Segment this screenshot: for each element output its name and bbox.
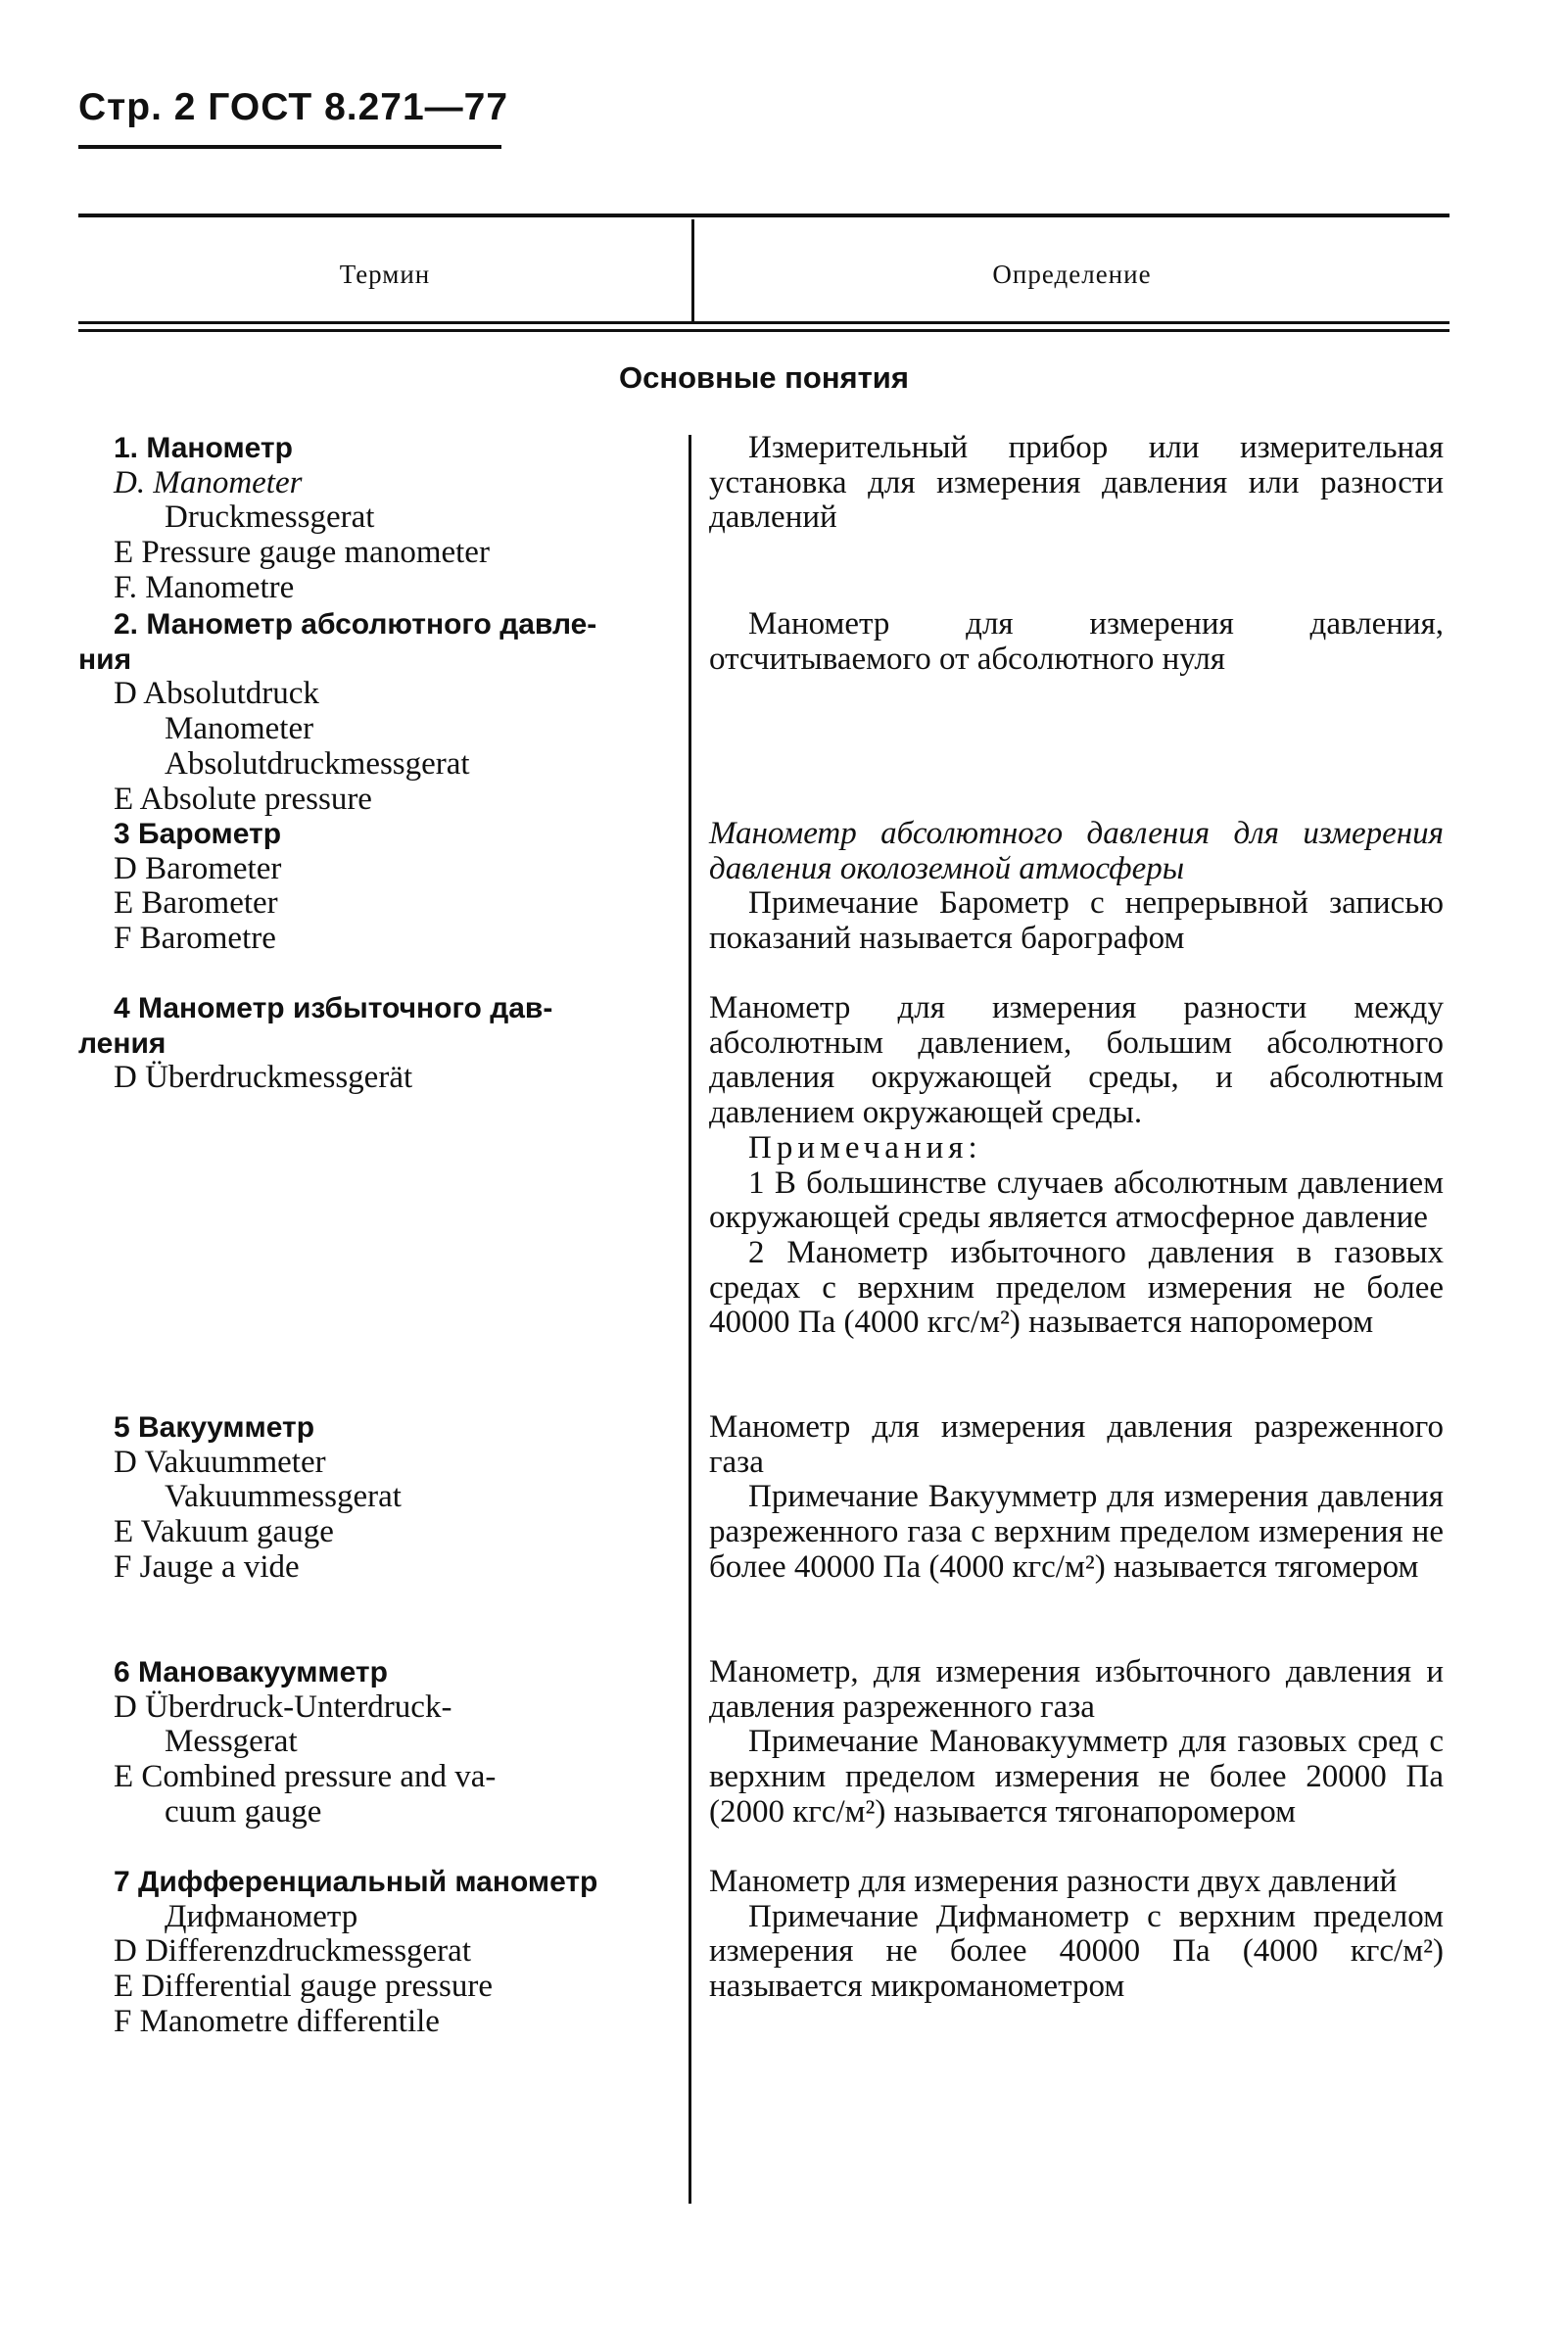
definition-note: Примечание Дифманометр с верхним пределом измерения не более 40000 Па (4000 кгс/м²) называется микроманометром	[709, 1898, 1444, 2005]
definition-entry-1	[709, 431, 1444, 536]
definition-note: Примечание Мановакуумметр для газовых сред с верхним пределом измерения не более 20000 Па (2000 кгс/м²) называется тягонапоромером	[709, 1724, 1444, 1830]
term-de: D. Manometer	[114, 464, 303, 500]
column-divider-body	[689, 435, 691, 2204]
term-name: ления	[78, 1026, 166, 1060]
term-fr: F Jauge a vide	[114, 1548, 300, 1585]
term-de: D Barometer	[114, 850, 282, 886]
term-de: D Absolutdruck	[114, 676, 319, 712]
definition-text: Манометр для измерения разности между абсолютным давлением, большим абсолютного давления окружающей среды, и абсолютным давлением окружающей среды.	[709, 990, 1444, 1131]
definition-note: 1 В большинстве случаев абсолютным давлением окружающей среды является атмосферное давление	[709, 1165, 1444, 1236]
term-en: E Combined pressure and va-	[114, 1759, 497, 1795]
definition-text: Манометр для измерения давления, отсчитываемого от абсолютного нуля	[709, 606, 1444, 677]
term-en: E Barometer	[114, 885, 278, 922]
term-name: 7 Дифференциальный манометр	[114, 1866, 598, 1898]
term-entry-4	[78, 991, 656, 1096]
table-head-rule	[78, 329, 1449, 332]
table-head-rule	[78, 321, 1449, 324]
page-header: Стр. 2 ГОСТ 8.271—77	[78, 86, 509, 128]
term-fr: F Barometre	[114, 921, 276, 957]
term-fr: F Manometre differentile	[114, 2003, 440, 2039]
section-title: Основные понятия	[619, 360, 909, 395]
term-entry-3	[78, 817, 656, 957]
column-head-definition: Определение	[992, 260, 1152, 289]
term-de: D Differenzdruckmessgerat	[114, 1933, 471, 1970]
definition-notes-head: Примечания:	[748, 1129, 982, 1165]
definition-entry-3	[709, 817, 1444, 957]
definition-entry-2	[709, 607, 1444, 677]
definition-text: Измерительный прибор или измерительная установка для измерения давления или разности давлений	[709, 430, 1444, 536]
definition-entry-5	[709, 1410, 1444, 1586]
definition-entry-7	[709, 1865, 1444, 2005]
term-name: 2. Манометр абсолютного давле-	[114, 608, 597, 641]
term-de: D Überdruck-Unterdruck-	[114, 1688, 452, 1725]
term-en: E Differential gauge pressure	[114, 1969, 493, 2005]
term-en: E Vakuum gauge	[114, 1514, 334, 1550]
definition-text: Манометр абсолютного давления для измерения давления околоземной атмосферы	[709, 816, 1444, 886]
definition-text: Манометр, для измерения избыточного давления и давления разреженного газа	[709, 1654, 1444, 1725]
term-entry-6	[78, 1655, 656, 1831]
term-name: 4 Манометр избыточного дав-	[114, 992, 553, 1024]
term-name: 3 Барометр	[114, 818, 282, 850]
term-entry-7	[78, 1865, 656, 2040]
term-de: Absolutdruckmessgerat	[165, 745, 470, 782]
definition-entry-6	[709, 1655, 1444, 1831]
term-en: E Absolute pressure	[114, 781, 372, 817]
term-entry-5	[78, 1410, 656, 1586]
definition-text: Манометр для измерения разности двух давлений	[709, 1864, 1398, 1899]
definition-entry-4	[709, 991, 1444, 1341]
term-entry-1	[78, 431, 656, 606]
term-de: Messgerat	[165, 1724, 298, 1760]
term-de: D Überdruckmessgerät	[114, 1060, 413, 1096]
term-en: E Pressure gauge manometer	[114, 535, 490, 571]
term-de: Druckmessgerat	[165, 499, 375, 536]
definition-note: 2 Манометр избыточного давления в газовых средах с верхним пределом измерения не более 40000 Па (4000 кгс/м²) называется напоромером	[709, 1234, 1444, 1341]
term-name: 5 Вакуумметр	[114, 1411, 315, 1444]
term-de: Vakuummessgerat	[165, 1479, 402, 1515]
term-de: D Vakuummeter	[114, 1444, 326, 1480]
definition-text: Манометр для измерения давления разреженного газа	[709, 1409, 1444, 1480]
header-rule	[78, 145, 501, 149]
term-de: Manometer	[165, 711, 314, 747]
term-name: ния	[78, 642, 132, 676]
term-entry-2	[78, 607, 656, 817]
term-name: 6 Мановакуумметр	[114, 1656, 388, 1688]
definition-note: Примечание Барометр с непрерывной записью показаний называется барографом	[709, 885, 1444, 957]
term-name: 1. Манометр	[114, 432, 293, 464]
term-en: cuum gauge	[165, 1793, 322, 1830]
definition-note: Примечание Вакуумметр для измерения давления разреженного газа с верхним пределом измерения не более 40000 Па (4000 кгс/м²) называется тягомером	[709, 1479, 1444, 1585]
table-top-rule	[78, 214, 1449, 217]
term-synonym: Дифманометр	[165, 1898, 358, 1934]
term-fr: F. Manometre	[114, 569, 295, 605]
column-head-term: Термин	[339, 260, 431, 289]
